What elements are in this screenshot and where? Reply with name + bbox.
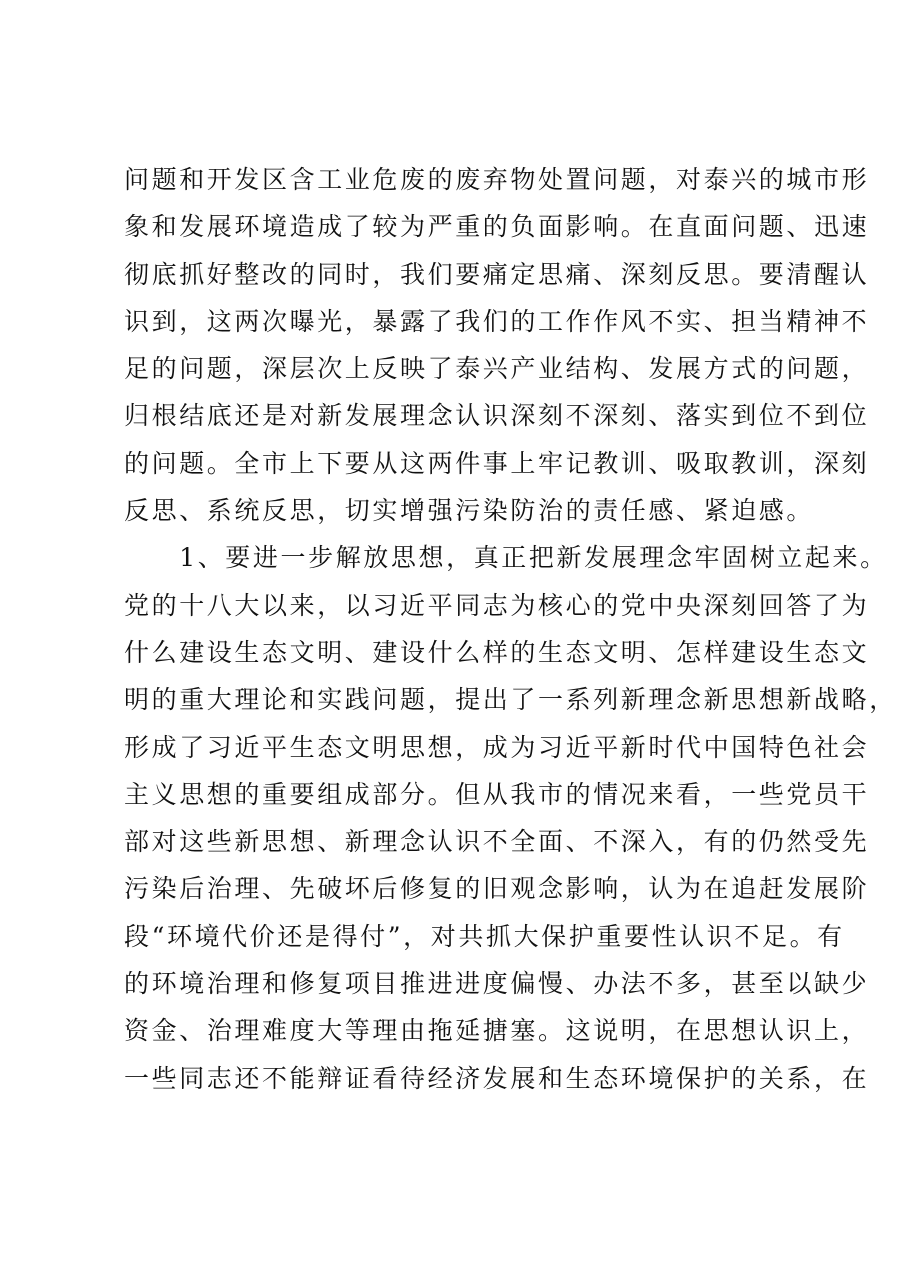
text-line: 资金、治理难度大等理由拖延搪塞。这说明，在思想认识上，	[124, 1016, 870, 1046]
text-line-paragraph-start: 1、要进一步解放思想，真正把新发展理念牢固树立起来。	[124, 543, 888, 573]
text-line: 主义思想的重要组成部分。但从我市的情况来看，一些党员干	[124, 779, 870, 809]
text-line: 段“环境代价还是得付”，对共抓大保护重要性认识不足。有	[124, 921, 845, 951]
text-line: 归根结底还是对新发展理念认识深刻不深刻、落实到位不到位	[124, 401, 870, 431]
text-line: 象和发展环境造成了较为严重的负面影响。在直面问题、迅速	[124, 212, 870, 242]
text-line: 什么建设生态文明、建设什么样的生态文明、怎样建设生态文	[124, 637, 870, 667]
text-line: 明的重大理论和实践问题，提出了一系列新理念新思想新战略，	[124, 685, 897, 715]
text-line: 的环境治理和修复项目推进进度偏慢、办法不多，甚至以缺少	[124, 969, 870, 999]
text-line: 足的问题，深层次上反映了泰兴产业结构、发展方式的问题，	[124, 354, 870, 384]
text-line: 识到，这两次曝光，暴露了我们的工作作风不实、担当精神不	[124, 306, 870, 336]
text-line: 的问题。全市上下要从这两件事上牢记教训、吸取教训，深刻	[124, 448, 870, 478]
text-line: 党的十八大以来，以习近平同志为核心的党中央深刻回答了为	[124, 590, 870, 620]
text-line: 部对这些新思想、新理念认识不全面、不深入，有的仍然受先	[124, 827, 870, 857]
text-line: 问题和开发区含工业危废的废弃物处置问题，对泰兴的城市形	[124, 165, 870, 194]
text-line: 污染后治理、先破坏后修复的旧观念影响，认为在追赶发展阶	[124, 874, 870, 904]
text-line: 形成了习近平生态文明思想，成为习近平新时代中国特色社会	[124, 732, 870, 762]
text-line: 反思、系统反思，切实增强污染防治的责任感、紧迫感。	[124, 496, 815, 526]
text-line: 一些同志还不能辩证看待经济发展和生态环境保护的关系，在	[124, 1063, 870, 1093]
text-line: 彻底抓好整改的同时，我们要痛定思痛、深刻反思。要清醒认	[124, 259, 870, 289]
body-text	[124, 156, 897, 1102]
